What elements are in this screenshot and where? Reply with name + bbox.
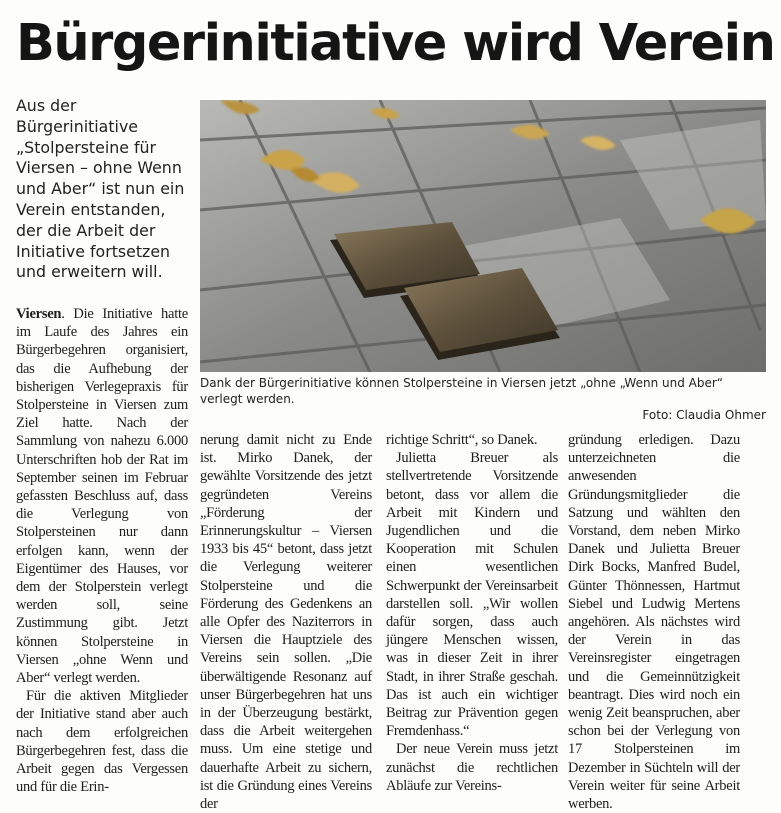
- paragraph-2-start: Für die aktiven Mitglieder der Initiative stand aber auch nach dem erfolgreichen Bürgerbegehren fest, dass die Arbeit gegen das Vergessen und für die Erin-: [16, 688, 188, 796]
- paragraph-2-continued: nerung damit nicht zu Ende ist. Mirko Danek, der gewählte Vorsitzende des jetzt gegründeten Vereins „Förderung der Erinnerungskultur – Viersen 1933 bis 45“ betont, dass jetzt die Verlegung weiterer Stolpersteine und die Förderung des Gedenkens an alle Opfer des Naziterrors in Viersen die Hauptziele des Vereins sein sollen. „Die überwältigende Resonanz auf unser Bürgerbegehren hat uns in der Überzeugung bestärkt, dass die Arbeit weitergehen muss. Um eine stetige und dauerhafte Arbeit zu sichern, ist die Gründung eines Vereins der: [200, 432, 372, 813]
- column-1: [16, 305, 188, 796]
- paragraph-2-end: richtige Schritt“, so Danek.: [386, 432, 538, 448]
- dateline: Viersen: [16, 306, 62, 322]
- paragraph-4-continued: gründung erledigen. Dazu unterzeichneten die anwesenden Gründungsmitglieder die Satzung und wählten den Vorstand, dem neben Mirko Danek und Julietta Breuer Dirk Bocks, Manfred Budel, Günter Thönnessen, Hartmut Siebel und Ludwig Mertens angehören. Als nächstes wird der Verein in das Vereinsregister eingetragen und die Gemeinnützigkeit beantragt. Dies wird noch ein wenig Zeit beanspruchen, aber schon bei der Verlegung von 17 Stolpersteinen im Dezember in Süchteln will der Verein weiter für seine Arbeit werben.: [568, 432, 740, 813]
- photo-caption: [200, 375, 766, 423]
- caption-text: Dank der Bürgerinitiative können Stolpersteine in Viersen jetzt „ohne „Wenn und Aber“ verlegt werden.: [200, 376, 723, 406]
- paragraph-4-start: Der neue Verein muss jetzt zunächst die rechtlichen Abläufe zur Vereins-: [386, 741, 558, 794]
- column-3: [386, 431, 558, 795]
- headline: Bürgerinitiative wird Verein: [16, 14, 775, 73]
- article-photo: [200, 100, 766, 372]
- column-2: [200, 431, 372, 813]
- lead-paragraph: Aus der Bürgerinitiative „Stolpersteine für Viersen – ohne Wenn und Aber“ ist nun ein Verein entstanden, der die Arbeit der Initiative fortsetzen und erweitern will.: [16, 96, 185, 282]
- stolpersteine-photo-illustration: [200, 100, 766, 372]
- paragraph-1: [16, 305, 188, 687]
- column-4: [568, 431, 740, 813]
- paragraph-3: Julietta Breuer als stellvertretende Vorsitzende betont, dass vor allem die Arbeit mit Kindern und Jugendlichen und die Kooperation mit Schulen einen wesentlichen Schwerpunkt der Vereinsarbeit darstellen soll. „Wir wollen dafür sorgen, dass auch jüngere Menschen wissen, was in dieser Zeit in ihrer Stadt, in ihrer Straße geschah. Das ist auch ein wichtiger Beitrag zur Prävention gegen Fremdenhass.“: [386, 450, 558, 740]
- photo-credit: Foto: Claudia Ohmer: [642, 408, 766, 422]
- paragraph-1-text: . Die Initiative hatte im Laufe des Jahres ein Bürgerbegehren organisiert, das die Aufhebung der bisherigen Verlegepraxis für Stolpersteine in Viersen zum Ziel hatte. Nach der Sammlung von nahezu 6.000 Unterschriften hob der Rat im September seinen im Februar gefassten Beschluss auf, dass die Verlegung von Stolpersteinen nur dann erfolgen kann, wenn der Eigentümer des Hauses, vor dem der Stolperstein verlegt werden soll, seine Zustimmung gibt. Jetzt können Stolpersteine in Viersen „ohne Wenn und Aber“ verlegt werden.: [16, 306, 188, 687]
